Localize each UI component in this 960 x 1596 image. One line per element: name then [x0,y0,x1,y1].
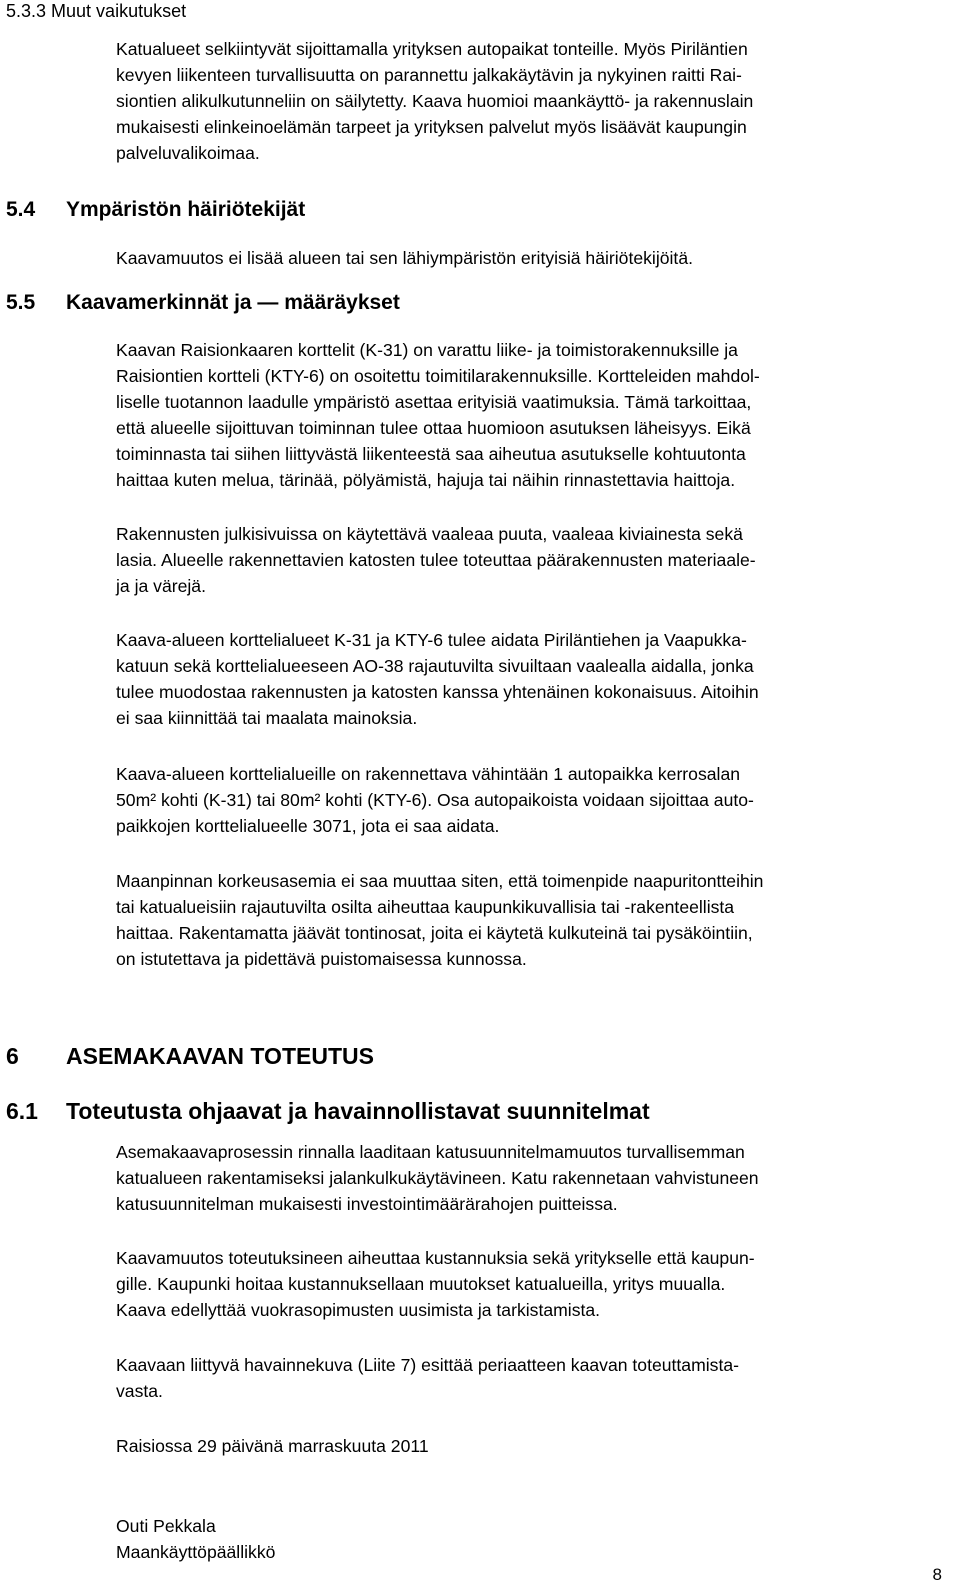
text-line: että alueelle sijoittuvan toiminnan tulee ottaa huomioon asutuksen läheisyys. Eikä [116,418,751,438]
text-line: ei saa kiinnittää tai maalata mainoksia. [116,708,418,728]
text-line: Kaavamuutos ei lisää alueen tai sen lähiympäristön erityisiä häiriötekijöitä. [116,248,693,268]
text-line: paikkojen korttelialueelle 3071, jota ei saa aidata. [116,816,500,836]
paragraph-5-5-5 [116,868,946,972]
text-line: gille. Kaupunki hoitaa kustannuksellaan muutokset katualueilla, yritys muualla. [116,1274,726,1294]
section-number: 5.4 [6,198,36,221]
section-number: 5.5 [6,291,36,314]
paragraph-5-3-3 [116,36,946,166]
paragraph-6-1-1 [116,1139,946,1217]
text-line: siontien alikulkutunneliin on säilytetty. Kaava huomioi maankäyttö- ja rakennuslain [116,91,754,111]
paragraph-6-1-2 [116,1245,946,1323]
signature-place-date [116,1433,946,1459]
heading-6 [6,1042,374,1070]
text-line: mukaisesti elinkeinoelämän tarpeet ja yrityksen palvelut myös lisäävät kaupungin [116,117,747,137]
signature-block [116,1513,946,1565]
page-number: 8 [932,1565,942,1584]
text-line: on istutettava ja pidettävä puistomaisessa kunnossa. [116,949,527,969]
place-date-line: Raisiossa 29 päivänä marraskuuta 2011 [116,1436,429,1456]
text-line: tulee muodostaa rakennusten ja katosten kanssa yhtenäinen kokonaisuus. Aitoihin [116,682,759,702]
text-line: Kaavaan liittyvä havainnekuva (Liite 7) esittää periaatteen kaavan toteuttamista- [116,1355,739,1375]
text-line: Kaavamuutos toteutuksineen aiheuttaa kustannuksia sekä yritykselle että kaupun- [116,1248,755,1268]
text-line: Katualueet selkiintyvät sijoittamalla yrityksen autopaikat tonteille. Myös Piriläntien [116,39,748,59]
section-title: Ympäristön häiriötekijät [66,198,306,221]
text-line: tai katualueisiin rajautuvilta osilta aiheuttaa kaupunkikuvallisia tai -rakenteellista [116,897,735,917]
heading-6-1 [6,1097,650,1125]
text-line: Kaava-alueen korttelialueet K-31 ja KTY-6 tulee aidata Piriläntiehen ja Vaapukka- [116,630,747,650]
text-line: vasta. [116,1381,163,1401]
text-line: Asemakaavaprosessin rinnalla laaditaan katusuunnitelmamuutos turvallisemman [116,1142,745,1162]
text-line: katualueen rakentamiseksi jalankulkukäytävineen. Katu rakennetaan vahvistuneen [116,1168,759,1188]
text-line: haittaa kuten melua, tärinää, pölyämistä, hajuja tai näihin rinnastettavia haittoja. [116,470,736,490]
text-line: haittaa. Rakentamatta jäävät tontinosat, joita ei käytetä kulkuteinä tai pysäköintiin, [116,923,753,943]
paragraph-5-5-4 [116,761,946,839]
section-number: 6.1 [6,1098,38,1124]
text-line: Kaavan Raisionkaaren korttelit (K-31) on varattu liike- ja toimistorakennuksille ja [116,340,738,360]
text-line: 50m² kohti (K-31) tai 80m² kohti (KTY-6). Osa autopaikoista voidaan sijoittaa auto- [116,790,754,810]
text-line: katuun sekä korttelialueeseen AO-38 rajautuvilta sivuiltaan vaalealla aidalla, jonka [116,656,754,676]
text-line: lasia. Alueelle rakennettavien katosten tulee toteuttaa päärakennusten materiaale- [116,550,756,570]
text-line: Maanpinnan korkeusasemia ei saa muuttaa siten, että toimenpide naapuritontteihin [116,871,764,891]
text-line: toiminnasta tai siihen liittyvästä liikenteestä saa aiheutua asutukselle kohtuutonta [116,444,746,464]
text-line: liselle tuotannon laadulle ympäristö asettaa erityisiä vaatimuksia. Tämä tarkoittaa, [116,392,752,412]
text-line: Kaava edellyttää vuokrasopimusten uusimista ja tarkistamista. [116,1300,601,1320]
heading-5-5 [6,290,400,316]
paragraph-6-1-3 [116,1352,946,1404]
section-title: Toteutusta ohjaavat ja havainnollistavat suunnitelmat [66,1098,650,1124]
signer-name: Outi Pekkala [116,1516,216,1536]
paragraph-5-4 [116,245,946,271]
text-line: katusuunnitelman mukaisesti investointimäärärahojen puitteissa. [116,1194,618,1214]
text-line: ja ja värejä. [116,576,206,596]
text-line: Kaava-alueen korttelialueille on rakennettava vähintään 1 autopaikka kerrosalan [116,764,741,784]
text-line: kevyen liikenteen turvallisuutta on parannettu jalkakäytävin ja nykyinen raitti Rai- [116,65,742,85]
heading-5-3-3: 5.3.3 Muut vaikutukset [6,1,187,21]
text-line: Rakennusten julkisivuissa on käytettävä vaaleaa puuta, vaaleaa kiviainesta sekä [116,524,743,544]
paragraph-5-5-2 [116,521,946,599]
paragraph-5-5-3 [116,627,946,731]
text-line: Raisiontien kortteli (KTY-6) on osoitettu toimitilarakennuksille. Kortteleiden mahdol- [116,366,760,386]
paragraph-5-5-1 [116,337,946,493]
text-line: palveluvalikoimaa. [116,143,260,163]
section-number: 6 [6,1043,19,1069]
section-title: Kaavamerkinnät ja — määräykset [66,291,400,314]
signer-role: Maankäyttöpäällikkö [116,1542,276,1562]
section-title: ASEMAKAAVAN TOTEUTUS [66,1043,374,1069]
heading-5-4 [6,197,305,223]
